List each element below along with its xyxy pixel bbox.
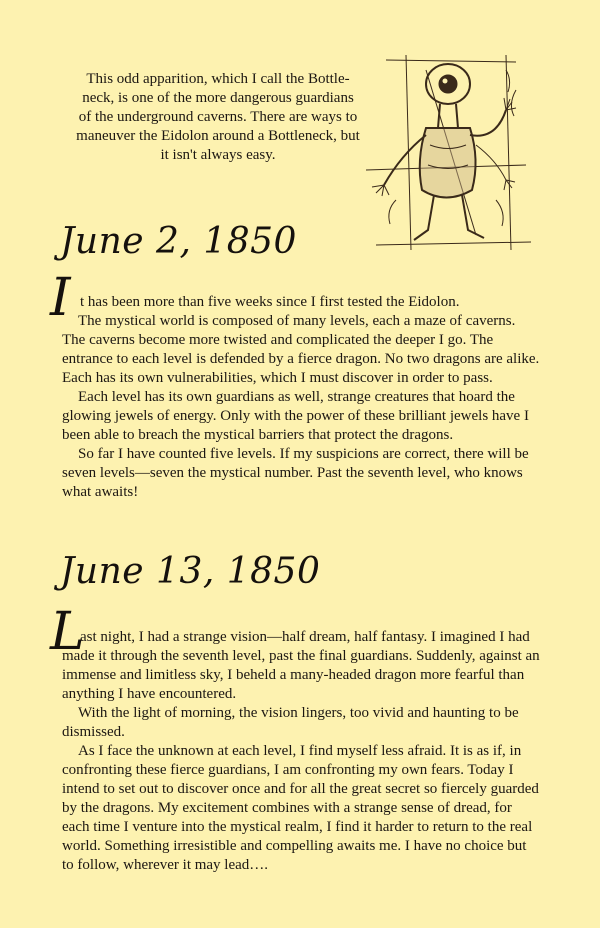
journal-entry (62, 628, 540, 875)
entry-paragraph: Each level has its own guardians as well, strange creatures that hoard the glowing jewels of energy. Only with the power of these brilliant jewels have I been able to breach the mystical barriers that protect the dragons. (62, 389, 529, 443)
entry-paragraph: The mystical world is composed of many levels, each a maze of caverns. The caverns become more twisted and complicated the deeper I go. The entrance to each level is defended by a fierce dragon. No two dragons are alike. Each has its own vulnerabilities, which I must discover in order to pass. (62, 313, 540, 386)
intro-line: This odd apparition, which I call the Bottle- (86, 71, 350, 87)
entry-date: June 13, 1850 (60, 551, 321, 592)
entry-paragraph-text: t has been more than five weeks since I first tested the Eidolon. (80, 294, 460, 310)
drop-cap: I (50, 268, 71, 328)
entry-paragraph: As I face the unknown at each level, I find myself less afraid. It is as if, in confronting these fierce guardians, I am confronting my own fears. Today I intend to set out to discover once and for all the great secret so fiercely guarded by the dragons. My excitement combines with a strange sense of dread, for each time I venture into the mystical realm, I find it harder to return to the real world. Something irresistible and compelling awaits me. I have no choice but to follow, wherever it may lead…. (62, 743, 539, 873)
entry-paragraph (62, 628, 540, 704)
entry-paragraph (62, 293, 540, 312)
entry-date-heading (30, 222, 297, 262)
journal-entry (62, 293, 540, 502)
intro-caption (62, 70, 374, 165)
intro-line: maneuver the Eidolon around a Bottleneck, but (76, 128, 360, 144)
entry-paragraph-text: ast night, I had a strange vision—half dream, half fantasy. I imagined I had made it through the seventh level, past the final guardians. Suddenly, against an immense and limitless sky, I beheld a many-headed dragon more fearful than anything I have encountered. (62, 629, 540, 702)
intro-line: it isn't always easy. (160, 147, 276, 163)
drop-cap: L (50, 602, 85, 662)
entry-date-heading (30, 552, 320, 592)
intro-line: neck, is one of the more dangerous guardians (82, 90, 354, 106)
intro-line: of the underground caverns. There are ways to (78, 109, 358, 125)
entry-paragraph: With the light of morning, the vision lingers, too vivid and haunting to be dismissed. (62, 705, 519, 740)
entry-paragraph: So far I have counted five levels. If my suspicions are correct, there will be seven levels—seven the mystical number. Past the seventh level, who knows what awaits! (62, 446, 529, 500)
entry-date: June 2, 1850 (60, 221, 297, 262)
bottleneck-creature-sketch-icon (356, 50, 536, 255)
